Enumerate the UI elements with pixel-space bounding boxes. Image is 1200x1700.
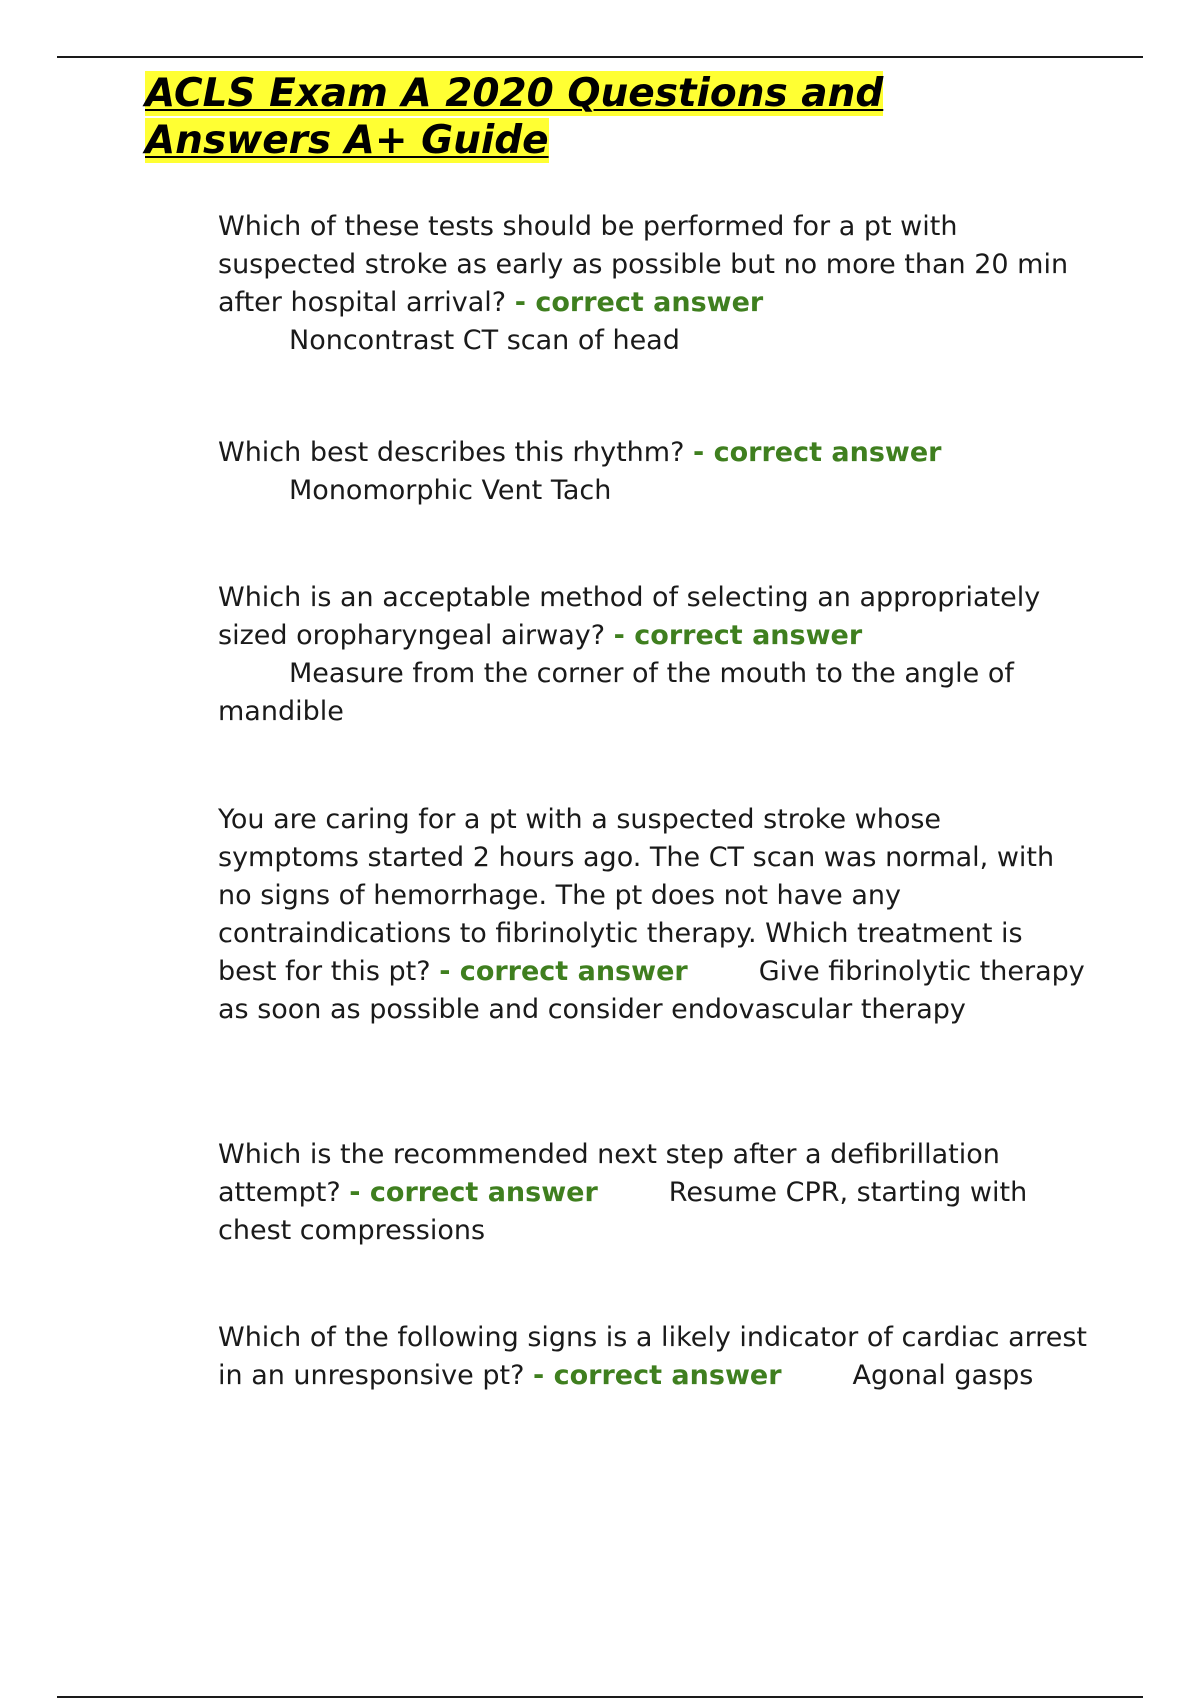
correct-answer-label: - correct answer <box>533 1360 782 1391</box>
document-title <box>145 70 965 164</box>
top-rule <box>57 56 1143 58</box>
question-text: Which of the following signs is a likely indicator of cardiac arrest in an unresponsive pt? <box>218 1322 1088 1391</box>
correct-answer-label: - correct answer <box>693 437 942 468</box>
answer-text: Give fibrinolytic therapy as soon as possible and consider endovascular therapy <box>218 956 1085 1025</box>
qa-item-4 <box>218 801 1088 1029</box>
correct-answer-label: - correct answer <box>514 287 764 318</box>
question-text: Which is an acceptable method of selecting an appropriately sized oropharyngeal airway? <box>218 582 1041 651</box>
question-text: Which is the recommended next step after a defibrillation attempt? <box>218 1139 1000 1208</box>
qa-item-3 <box>218 579 1088 731</box>
answer-text: Monomorphic Vent Tach <box>289 475 612 506</box>
title-line-2: Answers A+ Guide <box>145 118 549 163</box>
question-text: Which best describes this rhythm? <box>218 437 685 468</box>
correct-answer-label: - correct answer <box>613 620 863 651</box>
bottom-rule <box>57 1696 1143 1698</box>
answer-text: Agonal gasps <box>852 1360 1034 1391</box>
question-text: Which of these tests should be performed for a pt with suspected stroke as early as possible but no more than 20 min after hospital arrival? <box>218 211 1069 318</box>
correct-answer-label: - correct answer <box>439 956 688 987</box>
title-line-1: ACLS Exam A 2020 Questions and <box>145 71 884 116</box>
qa-item-5 <box>218 1136 1088 1250</box>
qa-item-2 <box>218 434 942 510</box>
qa-item-6 <box>218 1319 1088 1395</box>
answer-text: Noncontrast CT scan of head <box>289 325 680 356</box>
answer-text: Resume CPR, starting with chest compressions <box>218 1177 1028 1246</box>
answer-text: Measure from the corner of the mouth to the angle of mandible <box>218 658 1014 727</box>
question-text: You are caring for a pt with a suspected stroke whose symptoms started 2 hours ago. The CT scan was normal, with no signs of hemorrhage. The pt does not have any contraindications to fibrinolytic therapy. Which treatment is best for this pt? <box>218 804 1055 987</box>
qa-item-1 <box>218 208 1088 360</box>
correct-answer-label: - correct answer <box>349 1177 598 1208</box>
